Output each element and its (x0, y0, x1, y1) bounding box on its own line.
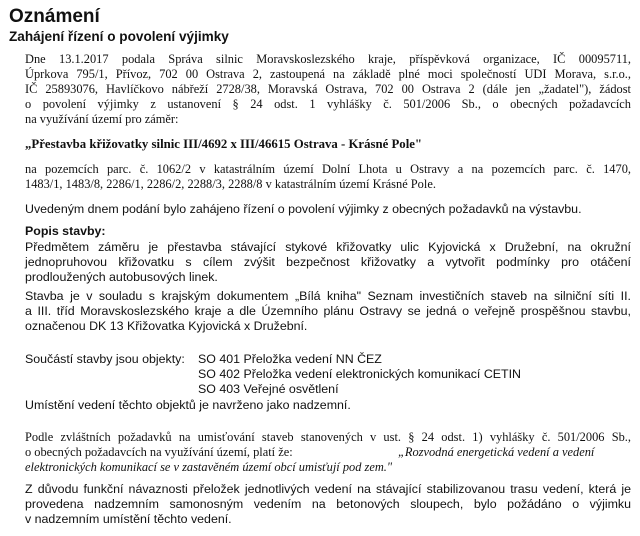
project-title: „Přestavba křižovatky silnic III/4692 x III/46615 Ostrava - Krásné Pole" (25, 137, 423, 151)
intro-line: na využívání území pro záměr: (25, 112, 179, 126)
requirements-line: Podle zvláštních požadavků na umisťování staveb stanovených v ust. § 24 odst. 1) vyhlášky č. 501/2006 Sb., (25, 430, 631, 444)
reason-line: provedena nadzemním samonosným vedením na betonových sloupech, bylo požádáno o výjimku (25, 497, 631, 511)
initiation-text: Uvedeným dnem podání bylo zahájeno řízení o povolení výjimky z obecných požadavků na výstavbu. (25, 202, 582, 216)
description-line: Stavba je v souladu s krajským dokumentem „Bílá kniha" Seznam investičních staveb na silniční síti II. (25, 289, 631, 303)
parcels-line: 1483/1, 1483/8, 2286/1, 2286/2, 2288/3, 2288/8 v katastrálním území Krásné Pole. (25, 177, 436, 191)
object-item: SO 403 Veřejné osvětlení (198, 382, 339, 396)
parcels-line: na pozemcích parc. č. 1062/2 v katastrálním území Dolní Lhota u Ostravy a na pozemcích parc. č. 1470, (25, 162, 631, 176)
description-line: označenou DK 13 Křižovatka Kyjovická x Družební. (25, 319, 308, 333)
description-line: jednopruhovou křižovatku s cílem zvýšit bezpečnost křižovatky a vytvořit podmínky pro otáčení (25, 255, 631, 269)
requirements-quote: elektronických komunikací se v zastavěném území obcí umisťují pod zem." (25, 460, 393, 474)
reason-line: Z důvodu funkční návaznosti přeložek jednotlivých vedení na stávající stabilizovanou trasu vedení, která je (25, 482, 631, 496)
reason-line: v nadzemním umístění těchto vedení. (25, 512, 232, 526)
intro-line: Dne 13.1.2017 podala Správa silnic Moravskoslezského kraje, příspěvková organizace, IČ 00095711, (25, 52, 631, 66)
description-line: prodloužených autobusových linek. (25, 270, 218, 284)
requirements-line: o obecných požadavcích na využívání území, platí že: (25, 445, 293, 459)
objects-label: Součástí stavby jsou objekty: (25, 352, 185, 366)
notice-subheading: Zahájení řízení o povolení výjimky (9, 29, 229, 44)
requirements-quote: „Rozvodná energetická vedení a vedení (398, 445, 595, 459)
intro-line: IČ 25893076, Havlíčkovo nábřeží 2728/38, Moravská Ostrava, 702 00 Ostrava 2 (dále jen „žadatel"), žádost (25, 82, 631, 96)
description-heading: Popis stavby: (25, 224, 106, 238)
object-item: SO 401 Přeložka vedení NN ČEZ (198, 352, 382, 366)
placement-text: Umístění vedení těchto objektů je navrženo jako nadzemní. (25, 398, 351, 412)
intro-line: o povolení výjimky z ustanovení § 24 odst. 1 vyhlášky č. 501/2006 Sb., o obecných požadavcích (25, 97, 631, 111)
description-line: Předmětem záměru je přestavba stávající stykové křižovatky ulic Kyjovická x Družební, na okružní (25, 240, 631, 254)
object-item: SO 402 Přeložka vedení elektronických komunikací CETIN (198, 367, 521, 381)
description-line: a III. tříd Moravskoslezského kraje a dle Územního plánu Ostravy se jedná o veřejně prospěšnou stavbu, (25, 304, 631, 318)
intro-line: Úprkova 795/1, Přívoz, 702 00 Ostrava 2, zastoupená na základě plné moci společností UDI Morava, s.r.o., (25, 67, 631, 81)
notice-heading: Oznámení (9, 6, 100, 27)
